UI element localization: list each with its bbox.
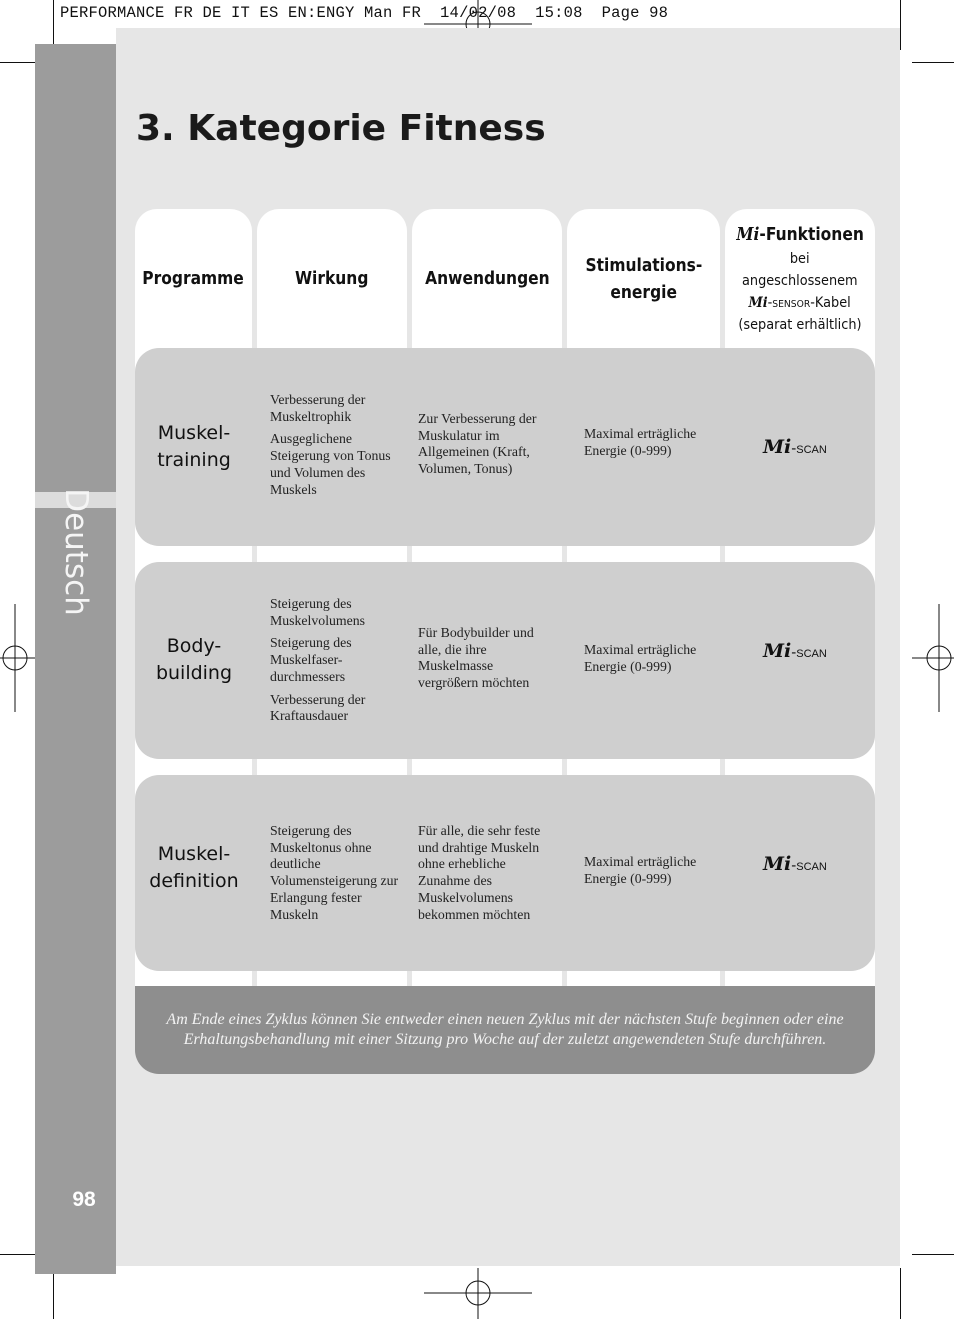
crop-mark <box>900 0 901 50</box>
sidebar-language-label: Deutsch <box>58 488 94 616</box>
header-sub <box>749 292 851 314</box>
program-name <box>135 420 253 474</box>
energie-cell: Maximal erträgliche Energie (0-999) <box>584 426 697 458</box>
anwendungen-cell: Für Bodybuilder und alle, die ihre Muskelmasse vergrößern möchten <box>418 625 534 691</box>
header-wirkung <box>257 209 407 348</box>
header-label: Programme <box>142 268 245 289</box>
scan-label: -scan <box>791 440 827 457</box>
mi-logo: Mi <box>763 436 792 458</box>
page-number: 98 <box>72 1188 96 1211</box>
wirkung-item: Verbesserung der Muskeltrophik <box>270 392 366 424</box>
header-label: Wirkung <box>295 268 369 289</box>
program-line: Muskel- <box>157 843 231 865</box>
anwendungen-cell: Zur Verbesserung der Muskulatur im Allgemeinen (Kraft, Volumen, Tonus) <box>418 411 537 477</box>
crop-mark <box>53 0 54 50</box>
header-label: Anwendungen <box>424 268 550 289</box>
header-label: energie <box>610 281 677 303</box>
header-energie <box>567 209 720 348</box>
program-line: training <box>157 449 231 471</box>
program-line: building <box>155 662 233 684</box>
registration-mark-icon <box>424 1268 532 1319</box>
header-anwendungen <box>412 209 562 348</box>
wirkung-item: Steigerung des Muskeltonus ohne deutliche Volumensteigerung zur Erlangung fester Muskeln <box>270 823 399 922</box>
program-line: Body- <box>166 635 222 657</box>
wirkung-item: Steigerung des Muskelvolumens <box>270 596 366 628</box>
registration-mark-icon <box>912 604 954 712</box>
language-sidebar <box>35 44 116 1274</box>
mi-scan-function <box>763 436 827 458</box>
crop-mark <box>912 62 954 63</box>
header-functions <box>725 209 875 348</box>
wirkung-cell <box>270 596 400 731</box>
program-name <box>135 633 253 687</box>
energie-cell: Maximal erträgliche Energie (0-999) <box>584 642 697 674</box>
page-title: 3. Kategorie Fitness <box>136 108 546 149</box>
header-sub: angeschlossenem <box>742 273 858 289</box>
print-header: PERFORMANCE FR DE IT ES EN:ENGY Man FR 14/02/08 15:08 Page 98 <box>60 4 669 22</box>
footer-note-box <box>135 986 875 1074</box>
crop-mark <box>53 1268 54 1319</box>
wirkung-cell <box>270 392 400 504</box>
header-programme <box>135 209 252 348</box>
mi-logo: Mi <box>736 224 760 245</box>
header-functions-title: -Funktionen <box>759 224 864 245</box>
footer-note: Am Ende eines Zyklus können Sie entweder einen neuen Zyklus mit der nächsten Stufe beginnen oder eine Erhaltungsbehandlung mit einer Sitzung pro Woche auf der zuletzt angewendeten Stufe durchführen. <box>166 1010 844 1048</box>
mi-logo: Mi <box>748 295 769 311</box>
wirkung-item: Verbesserung der Kraftausdauer <box>270 691 366 724</box>
header-label: Stimulations- <box>585 254 702 276</box>
mi-logo: Mi <box>763 640 792 662</box>
sensor-label: -sensor <box>768 295 811 311</box>
scan-label: -scan <box>791 644 827 661</box>
scan-label: -scan <box>791 857 827 874</box>
mi-scan-function <box>763 640 827 662</box>
header-sub: bei <box>790 251 810 267</box>
mi-logo: Mi <box>763 853 792 875</box>
program-line: Muskel- <box>157 422 231 444</box>
wirkung-item: Ausgeglichene Steigerung von Tonus und Volumen des Muskels <box>270 431 391 497</box>
kabel-label: -Kabel <box>810 295 852 311</box>
mi-scan-function <box>763 853 827 875</box>
wirkung-item: Steigerung des Muskelfaser-durchmessers <box>270 635 352 684</box>
wirkung-cell <box>270 823 400 929</box>
header-label <box>736 221 863 248</box>
program-line: definition <box>149 870 239 892</box>
crop-mark <box>900 1268 901 1319</box>
crop-mark <box>912 1254 954 1255</box>
anwendungen-cell: Für alle, die sehr feste und drahtige Muskeln ohne erhebliche Zunahme des Muskelvolumens bekommen möchten <box>418 823 541 922</box>
program-name <box>135 841 253 895</box>
energie-cell: Maximal erträgliche Energie (0-999) <box>584 854 697 886</box>
header-sub: (separat erhältlich) <box>738 317 862 333</box>
